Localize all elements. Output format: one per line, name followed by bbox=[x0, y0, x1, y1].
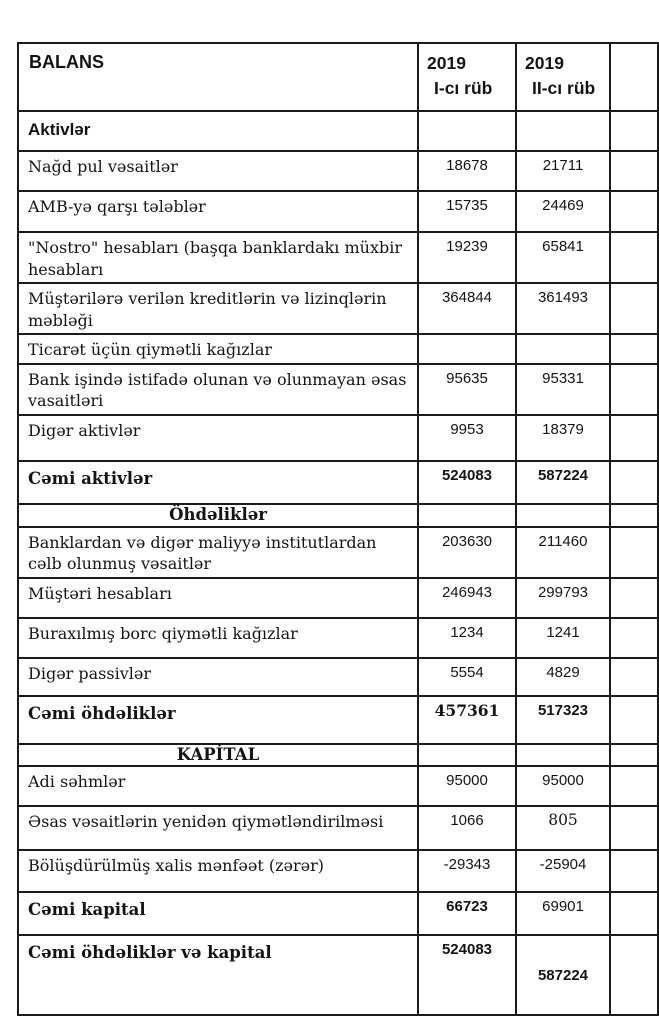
cut-off-cell bbox=[610, 283, 658, 334]
q1-value-cell: 66723 bbox=[418, 892, 516, 935]
table-row bbox=[18, 283, 658, 334]
q2-value-cell bbox=[516, 504, 610, 527]
q2-value-cell: 4829 bbox=[516, 658, 610, 696]
column-header-q2-quarter: II-cı rüb bbox=[532, 78, 596, 98]
row-label-cell: Digər aktivlər bbox=[18, 415, 418, 461]
column-header-q1-quarter: I-cı rüb bbox=[434, 78, 493, 98]
table-row bbox=[18, 415, 658, 461]
table-row bbox=[18, 364, 658, 415]
cut-off-cell bbox=[610, 111, 658, 151]
q2-value-cell: 361493 bbox=[516, 283, 610, 334]
cut-off-cell bbox=[610, 696, 658, 744]
q1-value-cell: 15735 bbox=[418, 191, 516, 232]
row-label-cell: Cəmi öhdəliklər və kapital bbox=[18, 935, 418, 1015]
q2-value-cell: 65841 bbox=[516, 232, 610, 283]
q2-value-cell: -25904 bbox=[516, 850, 610, 892]
q1-value-cell: 19239 bbox=[418, 232, 516, 283]
q1-value-cell: 18678 bbox=[418, 151, 516, 191]
q1-value-cell: 524083 bbox=[418, 461, 516, 504]
cut-off-cell bbox=[610, 766, 658, 806]
row-label-cell: Nağd pul vəsaitlər bbox=[18, 151, 418, 191]
row-label-cell: Bölüşdürülmüş xalis mənfəət (zərər) bbox=[18, 850, 418, 892]
q1-value-cell: 9953 bbox=[418, 415, 516, 461]
q2-value-cell: 805 bbox=[516, 806, 610, 850]
table-title: BALANS bbox=[29, 52, 104, 72]
q1-value-cell: 246943 bbox=[418, 578, 516, 618]
q2-value-cell: 95331 bbox=[516, 364, 610, 415]
row-label-cell: Adi səhmlər bbox=[18, 766, 418, 806]
q1-value-cell: 95635 bbox=[418, 364, 516, 415]
row-label-cell: Cəmi kapital bbox=[18, 892, 418, 935]
q2-value-cell: 587224 bbox=[516, 461, 610, 504]
row-label-cell: Öhdəliklər bbox=[18, 504, 418, 527]
table-row bbox=[18, 461, 658, 504]
table-row bbox=[18, 578, 658, 618]
table-row bbox=[18, 806, 658, 850]
q2-value-cell: 1241 bbox=[516, 618, 610, 658]
q1-value-cell: 203630 bbox=[418, 527, 516, 578]
table-row bbox=[18, 696, 658, 744]
cut-off-cell bbox=[610, 618, 658, 658]
table-row bbox=[18, 111, 658, 151]
cut-off-cell bbox=[610, 578, 658, 618]
row-label-cell: Banklardan və digər maliyyə institutlardan cəlb olunmuş vəsaitlər bbox=[18, 527, 418, 578]
row-label-cell: Buraxılmış borc qiymətli kağızlar bbox=[18, 618, 418, 658]
q2-value-cell: 95000 bbox=[516, 766, 610, 806]
q1-value-cell: -29343 bbox=[418, 850, 516, 892]
table-title-cell bbox=[18, 43, 418, 111]
table-row bbox=[18, 527, 658, 578]
cut-off-cell bbox=[610, 892, 658, 935]
table-row bbox=[18, 850, 658, 892]
row-label-cell: "Nostro" hesabları (başqa banklardakı müxbir hesabları bbox=[18, 232, 418, 283]
column-header-q1-year: 2019 bbox=[427, 53, 466, 73]
row-label-cell: AMB-yə qarşı tələblər bbox=[18, 191, 418, 232]
q2-value-cell: 517323 bbox=[516, 696, 610, 744]
cut-off-cell bbox=[610, 850, 658, 892]
q1-value-cell bbox=[418, 744, 516, 766]
q1-value-cell: 524083 bbox=[418, 935, 516, 1015]
q1-value-cell: 364844 bbox=[418, 283, 516, 334]
table-row bbox=[18, 232, 658, 283]
cut-off-cell bbox=[610, 504, 658, 527]
table-row bbox=[18, 892, 658, 935]
cut-off-cell bbox=[610, 806, 658, 850]
q1-value-cell: 95000 bbox=[418, 766, 516, 806]
balance-table bbox=[17, 42, 659, 1016]
table-row bbox=[18, 618, 658, 658]
q2-value-cell bbox=[516, 334, 610, 364]
row-label-cell: Cəmi aktivlər bbox=[18, 461, 418, 504]
q2-value-cell: 24469 bbox=[516, 191, 610, 232]
column-header-q2-year: 2019 bbox=[525, 53, 564, 73]
table-row bbox=[18, 744, 658, 766]
q1-value-cell: 1234 bbox=[418, 618, 516, 658]
row-label-cell: Digər passivlər bbox=[18, 658, 418, 696]
cut-off-cell bbox=[610, 334, 658, 364]
q2-value-cell: 211460 bbox=[516, 527, 610, 578]
table-row bbox=[18, 766, 658, 806]
cut-off-cell bbox=[610, 43, 658, 111]
table-row bbox=[18, 935, 658, 1015]
cut-off-cell bbox=[610, 415, 658, 461]
cut-off-cell bbox=[610, 191, 658, 232]
table-row bbox=[18, 151, 658, 191]
q2-value-cell bbox=[516, 111, 610, 151]
q2-value-cell: 587224 bbox=[516, 935, 610, 1015]
table-row bbox=[18, 658, 658, 696]
row-label-cell: Müştərilərə verilən kreditlərin və lizinqlərin məbləği bbox=[18, 283, 418, 334]
cut-off-cell bbox=[610, 151, 658, 191]
row-label-cell: Ticarət üçün qiymətli kağızlar bbox=[18, 334, 418, 364]
q1-value-cell: 5554 bbox=[418, 658, 516, 696]
row-label-cell: KAPİTAL bbox=[18, 744, 418, 766]
cut-off-cell bbox=[610, 232, 658, 283]
column-header-q1 bbox=[418, 43, 516, 111]
table-header-row bbox=[18, 43, 658, 111]
cut-off-cell bbox=[610, 364, 658, 415]
q1-value-cell bbox=[418, 111, 516, 151]
q1-value-cell bbox=[418, 504, 516, 527]
table-row bbox=[18, 334, 658, 364]
q1-value-cell: 457361 bbox=[418, 696, 516, 744]
row-label-cell: Bank işində istifadə olunan və olunmayan əsas vasaitləri bbox=[18, 364, 418, 415]
table-row bbox=[18, 504, 658, 527]
q2-value-cell: 69901 bbox=[516, 892, 610, 935]
q2-value-cell: 18379 bbox=[516, 415, 610, 461]
cut-off-cell bbox=[610, 658, 658, 696]
cut-off-cell bbox=[610, 744, 658, 766]
cut-off-cell bbox=[610, 935, 658, 1015]
row-label-cell: Cəmi öhdəliklər bbox=[18, 696, 418, 744]
row-label-cell: Aktivlər bbox=[18, 111, 418, 151]
q2-value-cell: 21711 bbox=[516, 151, 610, 191]
row-label-cell: Müştəri hesabları bbox=[18, 578, 418, 618]
q2-value-cell bbox=[516, 744, 610, 766]
cut-off-cell bbox=[610, 461, 658, 504]
row-label-cell: Əsas vəsaitlərin yenidən qiymətləndirilməsi bbox=[18, 806, 418, 850]
cut-off-cell bbox=[610, 527, 658, 578]
q1-value-cell: 1066 bbox=[418, 806, 516, 850]
table-row bbox=[18, 191, 658, 232]
q1-value-cell bbox=[418, 334, 516, 364]
column-header-q2 bbox=[516, 43, 610, 111]
q2-value-cell: 299793 bbox=[516, 578, 610, 618]
